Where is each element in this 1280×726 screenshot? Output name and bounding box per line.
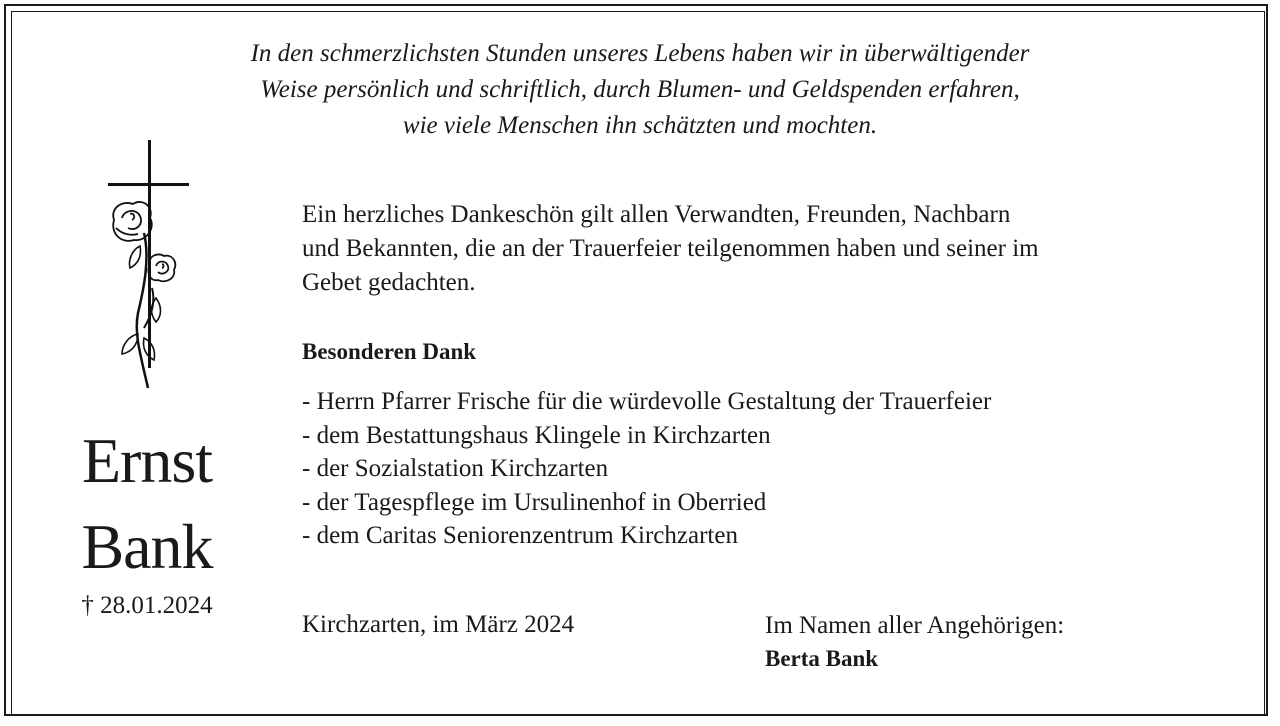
on-behalf-label: Im Namen aller Angehörigen: (765, 612, 1065, 639)
cross-with-roses-icon (100, 138, 195, 396)
deceased-name (52, 418, 242, 590)
list-item: - Herrn Pfarrer Frische für die würdevolle Gestaltung der Trauerfeier (302, 388, 992, 415)
list-item: - dem Caritas Seniorenzentrum Kirchzarten (302, 522, 738, 549)
thanks-line: und Bekannten, die an der Trauerfeier teilgenommen haben und seiner im (302, 235, 1039, 262)
thanks-paragraph (302, 198, 1242, 300)
intro-line: Weise persönlich und schriftlich, durch Blumen- und Geldspenden erfahren, (260, 76, 1020, 103)
deceased-last-name: Bank (81, 511, 213, 582)
intro-line: In den schmerzlichsten Stunden unseres Lebens haben wir in überwältigender (250, 40, 1030, 67)
intro-text (0, 36, 1280, 144)
list-item: - der Sozialstation Kirchzarten (302, 455, 609, 482)
list-item: - dem Bestattungshaus Klingele in Kirchzarten (302, 421, 771, 449)
signer-name: Berta Bank (765, 646, 879, 671)
death-date: † 28.01.2024 (81, 592, 213, 619)
place-date: Kirchzarten, im März 2024 (302, 611, 575, 638)
deceased-first-name: Ernst (81, 425, 213, 496)
intro-line: wie viele Menschen ihn schätzten und mochten. (402, 112, 878, 139)
thanks-line: Gebet gedachten. (302, 269, 476, 296)
special-thanks-heading: Besonderen Dank (302, 339, 477, 364)
list-item: - der Tagespflege im Ursulinenhof in Oberried (302, 488, 767, 516)
signature-block (765, 609, 1064, 675)
special-thanks-list (302, 385, 991, 553)
thanks-line: Ein herzliches Dankeschön gilt allen Verwandten, Freunden, Nachbarn (302, 201, 1011, 228)
